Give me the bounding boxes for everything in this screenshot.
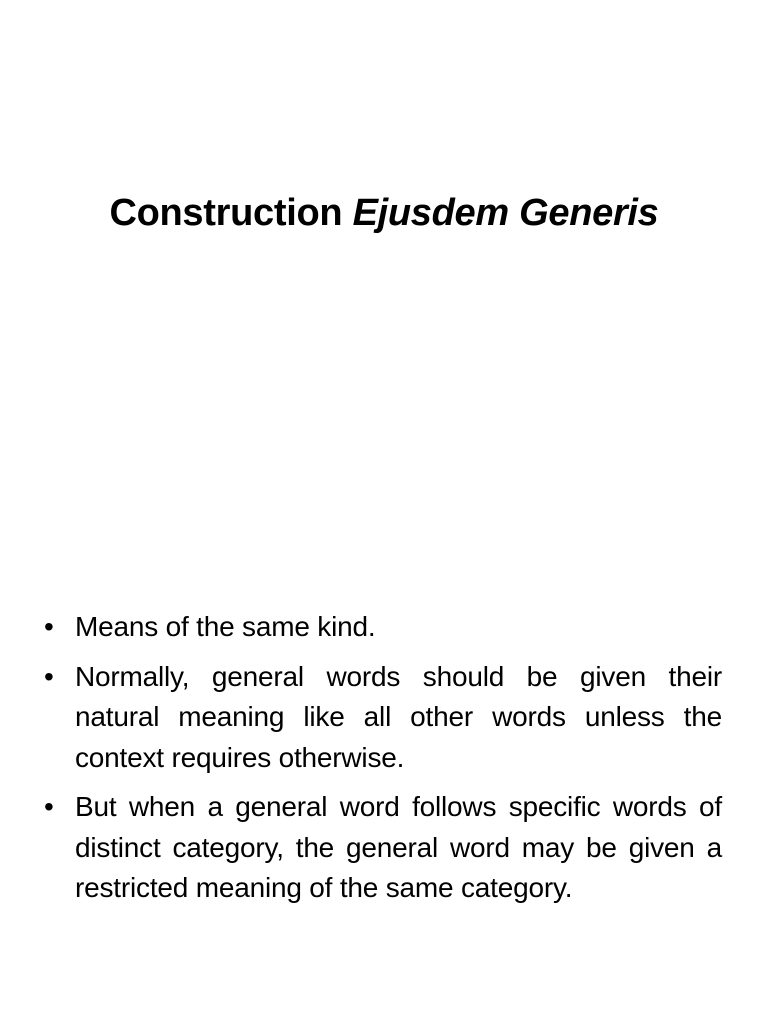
bullet-list	[44, 607, 722, 918]
bullet-icon: •	[44, 611, 54, 642]
list-item	[44, 657, 722, 779]
list-item	[44, 607, 722, 648]
bullet-text: Means of the same kind.	[75, 611, 376, 642]
title-plain: Construction	[109, 192, 353, 234]
bullet-text: Normally, general words should be given their natural meaning like all other words unless the context requires otherwise.	[75, 660, 722, 773]
bullet-text: But when a general word follows specific words of distinct category, the general word may be given a restricted meaning of the same category.	[75, 791, 722, 903]
slide-title	[0, 188, 768, 238]
bullet-icon: •	[44, 660, 54, 692]
bullet-icon: •	[44, 791, 54, 822]
title-italic: Ejusdem Generis	[352, 192, 659, 234]
list-item	[44, 787, 722, 909]
